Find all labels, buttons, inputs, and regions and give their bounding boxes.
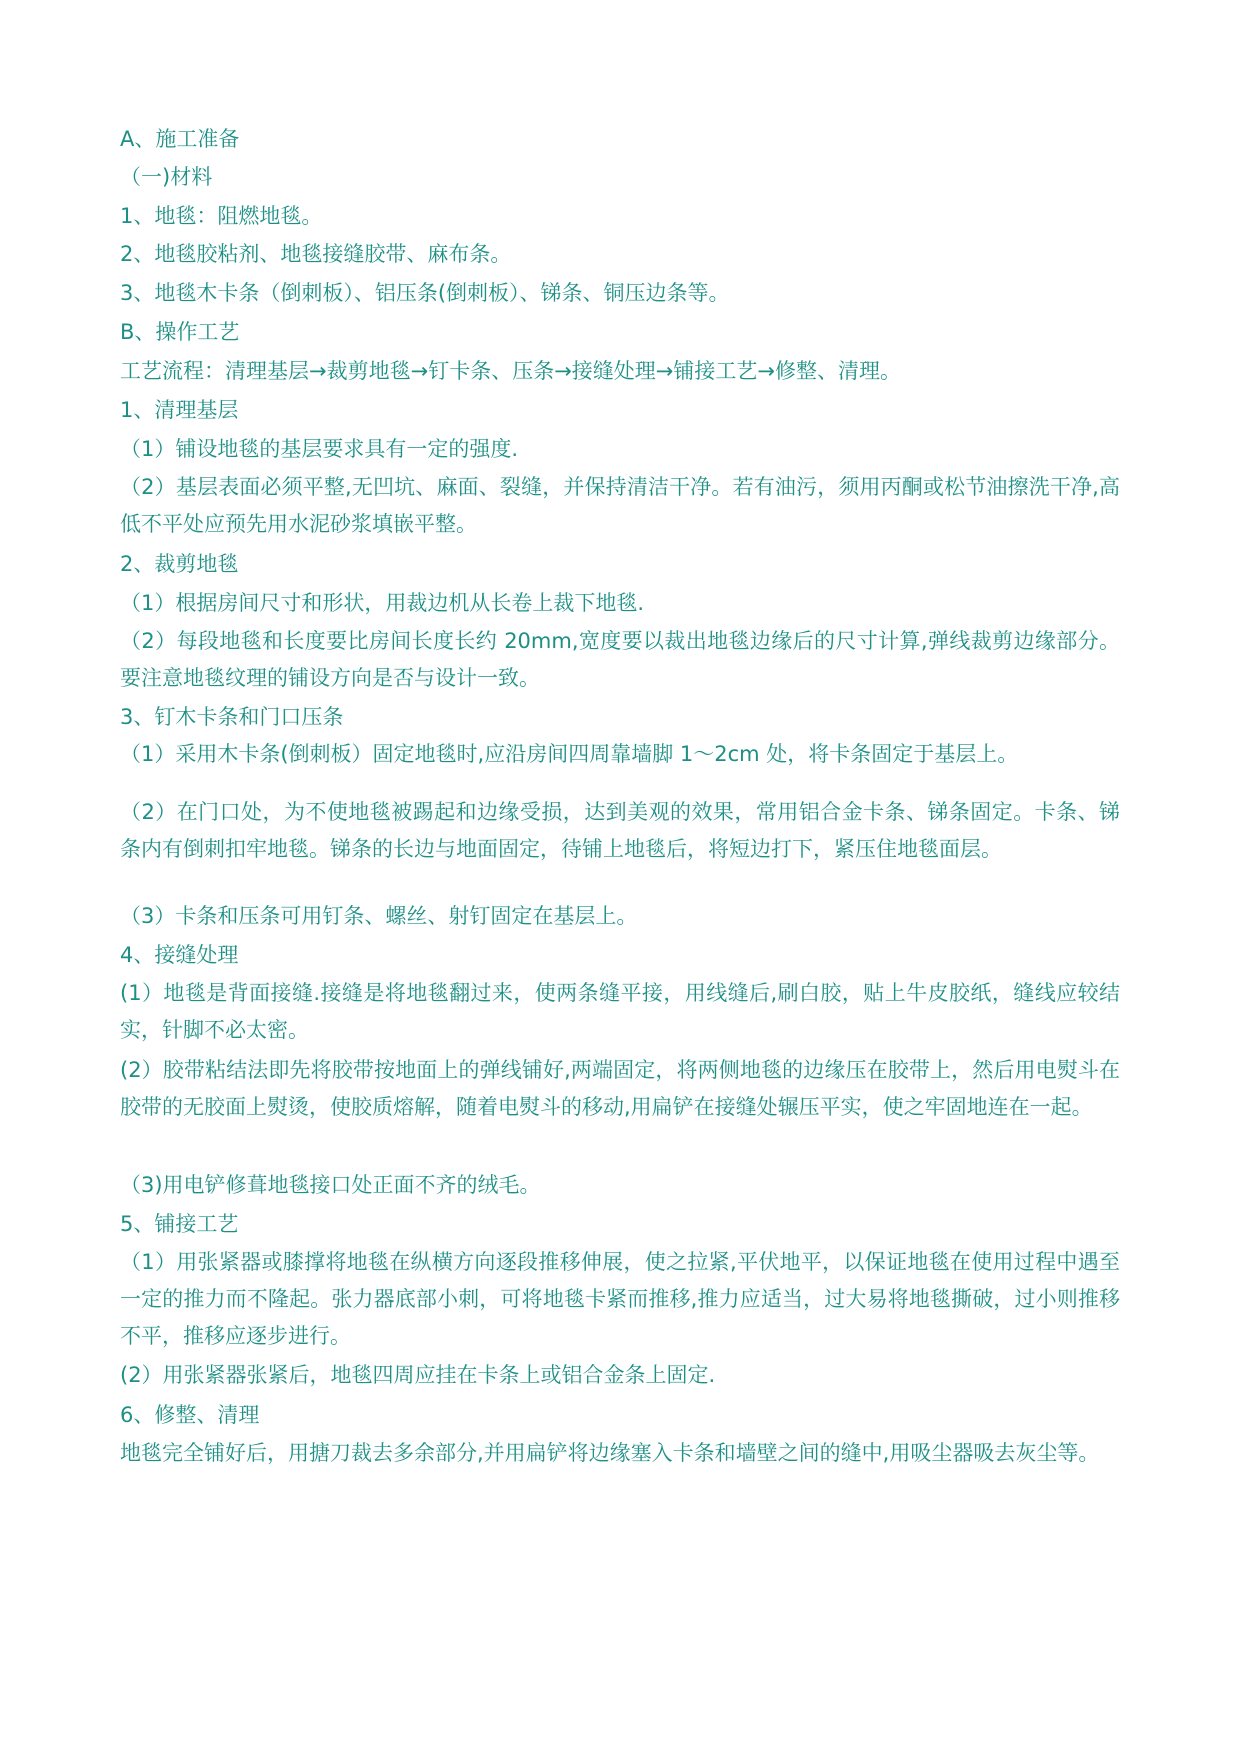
section-5-item-1: （1）用张紧器或膝撑将地毯在纵横方向逐段推移伸展，使之拉紧,平伏地平，以保证地毯在使用过程中遇至一定的推力而不隆起。张力器底部小刺，可将地毯卡紧而推移,推力应适当，过大易将地毯撕破，过小则推移不平，推移应逐步进行。 xyxy=(120,1250,1120,1348)
section-3-item-2: （2）在门口处，为不使地毯被踢起和边缘受损，达到美观的效果，常用铝合金卡条、锑条固定。卡条、锑条内有倒刺扣牢地毯。锑条的长边与地面固定，待铺上地毯后，将短边打下，紧压住地毯面层。 xyxy=(120,800,1120,861)
material-item-2: 2、地毯胶粘剂、地毯接缝胶带、麻布条。 xyxy=(120,242,512,266)
section-3-item-3: （3）卡条和压条可用钉条、螺丝、射钉固定在基层上。 xyxy=(120,904,638,928)
section-4-title: 4、接缝处理 xyxy=(120,943,239,967)
section-2-item-1: （1）根据房间尺寸和形状，用裁边机从长卷上裁下地毯. xyxy=(120,591,645,615)
heading-a: A、施工准备 xyxy=(120,127,240,151)
section-5-title: 5、铺接工艺 xyxy=(120,1212,239,1236)
section-4-item-3: （3)用电铲修葺地毯接口处正面不齐的绒毛。 xyxy=(120,1173,541,1197)
material-item-3: 3、地毯木卡条（倒刺板）、铝压条(倒刺板）、锑条、铜压边条等。 xyxy=(120,281,730,305)
section-6-item-1: 地毯完全铺好后，用搪刀裁去多余部分,并用扁铲将边缘塞入卡条和墙壁之间的缝中,用吸尘器吸去灰尘等。 xyxy=(120,1441,1100,1465)
section-1-title: 1、清理基层 xyxy=(120,398,239,422)
section-6-title: 6、修整、清理 xyxy=(120,1403,260,1427)
material-item-1: 1、地毯：阻燃地毯。 xyxy=(120,204,323,228)
section-4-item-1: (1）地毯是背面接缝.接缝是将地毯翻过来，使两条缝平接，用线缝后,刷白胶，贴上牛皮胶纸，缝线应较结实，针脚不必太密。 xyxy=(120,981,1120,1042)
section-2-item-2: （2）每段地毯和长度要比房间长度长约 20mm,宽度要以裁出地毯边缘后的尺寸计算,弹线裁剪边缘部分。 要注意地毯纹理的铺设方向是否与设计一致。 xyxy=(120,629,1120,690)
process-flow: 工艺流程：清理基层→裁剪地毯→钉卡条、压条→接缝处理→铺接工艺→修整、清理。 xyxy=(120,359,901,383)
subheading-materials: （一)材料 xyxy=(120,165,213,189)
section-3-title: 3、钉木卡条和门口压条 xyxy=(120,705,344,729)
section-2-title: 2、裁剪地毯 xyxy=(120,552,239,576)
section-1-item-1: （1）铺设地毯的基层要求具有一定的强度. xyxy=(120,437,519,461)
section-5-item-2: (2）用张紧器张紧后，地毯四周应挂在卡条上或铝合金条上固定. xyxy=(120,1363,716,1387)
heading-b: B、操作工艺 xyxy=(120,320,240,344)
section-4-item-2: (2）胶带粘结法即先将胶带按地面上的弹线铺好,两端固定，将两侧地毯的边缘压在胶带上，然后用电熨斗在胶带的无胶面上熨烫，使胶质熔解，随着电熨斗的移动,用扁铲在接缝处辗压平实，使之牢固地连在一起。 xyxy=(120,1058,1120,1119)
section-3-item-1: （1）采用木卡条(倒刺板）固定地毯时,应沿房间四周靠墙脚 1～2cm 处，将卡条固定于基层上。 xyxy=(120,742,1019,766)
section-1-item-2: （2）基层表面必须平整,无凹坑、麻面、裂缝，并保持清洁干净。若有油污，须用丙酮或松节油擦洗干净,高低不平处应预先用水泥砂浆填嵌平整。 xyxy=(120,475,1120,536)
